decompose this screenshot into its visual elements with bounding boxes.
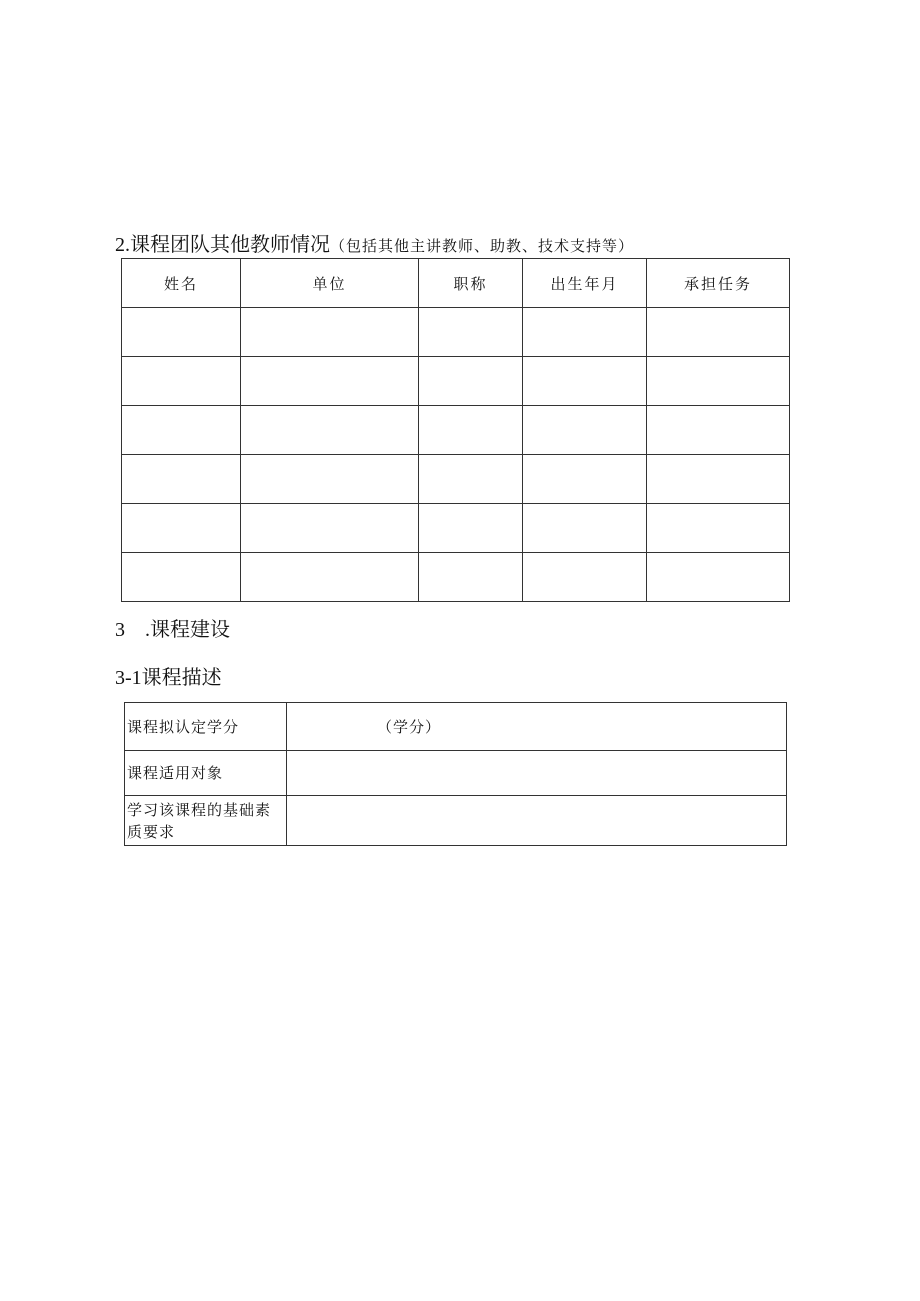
table-cell[interactable] <box>523 357 647 406</box>
table-header-row <box>122 259 790 308</box>
table-row <box>125 703 787 751</box>
header-cell-name: 姓名 <box>122 259 241 308</box>
table-cell[interactable] <box>241 308 419 357</box>
table-cell[interactable] <box>523 553 647 602</box>
section-title: 课程团队其他教师情况 <box>130 232 330 256</box>
table-cell[interactable] <box>647 504 790 553</box>
section-note: （包括其他主讲教师、助教、技术支持等） <box>330 237 635 255</box>
table-cell[interactable] <box>241 406 419 455</box>
section-number: 3-1 <box>115 667 142 689</box>
table-cell[interactable] <box>122 406 241 455</box>
table-cell[interactable] <box>523 406 647 455</box>
header-cell-birth: 出生年月 <box>523 259 647 308</box>
audience-value[interactable] <box>287 751 787 796</box>
table-row <box>122 308 790 357</box>
table-row <box>125 751 787 796</box>
table-cell[interactable] <box>241 455 419 504</box>
section-number: 2. <box>115 234 130 256</box>
team-table <box>121 258 790 602</box>
table-cell[interactable] <box>647 357 790 406</box>
table-cell[interactable] <box>523 308 647 357</box>
table-cell[interactable] <box>647 406 790 455</box>
course-description-table <box>124 702 787 846</box>
prerequisites-value[interactable] <box>287 796 787 846</box>
audience-label: 课程适用对象 <box>125 751 287 796</box>
prerequisites-label: 学习该课程的基础素质要求 <box>125 796 287 846</box>
table-row <box>122 406 790 455</box>
header-cell-title: 职称 <box>419 259 523 308</box>
table-row <box>122 357 790 406</box>
credits-label: 课程拟认定学分 <box>125 703 287 751</box>
table-cell[interactable] <box>241 504 419 553</box>
section-title: 课程建设 <box>150 617 230 641</box>
table-cell[interactable] <box>523 504 647 553</box>
table-cell[interactable] <box>419 357 523 406</box>
section-3-1-heading <box>115 665 222 690</box>
table-cell[interactable] <box>241 357 419 406</box>
header-cell-unit: 单位 <box>241 259 419 308</box>
table-cell[interactable] <box>647 308 790 357</box>
table-cell[interactable] <box>419 406 523 455</box>
table-cell[interactable] <box>419 308 523 357</box>
table-row <box>122 455 790 504</box>
table-cell[interactable] <box>419 504 523 553</box>
table-cell[interactable] <box>122 357 241 406</box>
table-cell[interactable] <box>523 455 647 504</box>
section-title: 课程描述 <box>141 665 222 689</box>
table-cell[interactable] <box>122 455 241 504</box>
header-cell-task: 承担任务 <box>647 259 790 308</box>
table-cell[interactable] <box>122 504 241 553</box>
table-cell[interactable] <box>122 308 241 357</box>
table-cell[interactable] <box>241 553 419 602</box>
credits-value[interactable]: （学分） <box>287 703 787 751</box>
table-cell[interactable] <box>647 455 790 504</box>
table-row <box>125 796 787 846</box>
section-number: 3 . <box>115 619 150 641</box>
table-row <box>122 504 790 553</box>
table-cell[interactable] <box>419 553 523 602</box>
section-3-heading <box>115 617 230 642</box>
section-2-heading <box>115 232 634 258</box>
table-row <box>122 553 790 602</box>
table-cell[interactable] <box>647 553 790 602</box>
table-cell[interactable] <box>419 455 523 504</box>
table-cell[interactable] <box>122 553 241 602</box>
